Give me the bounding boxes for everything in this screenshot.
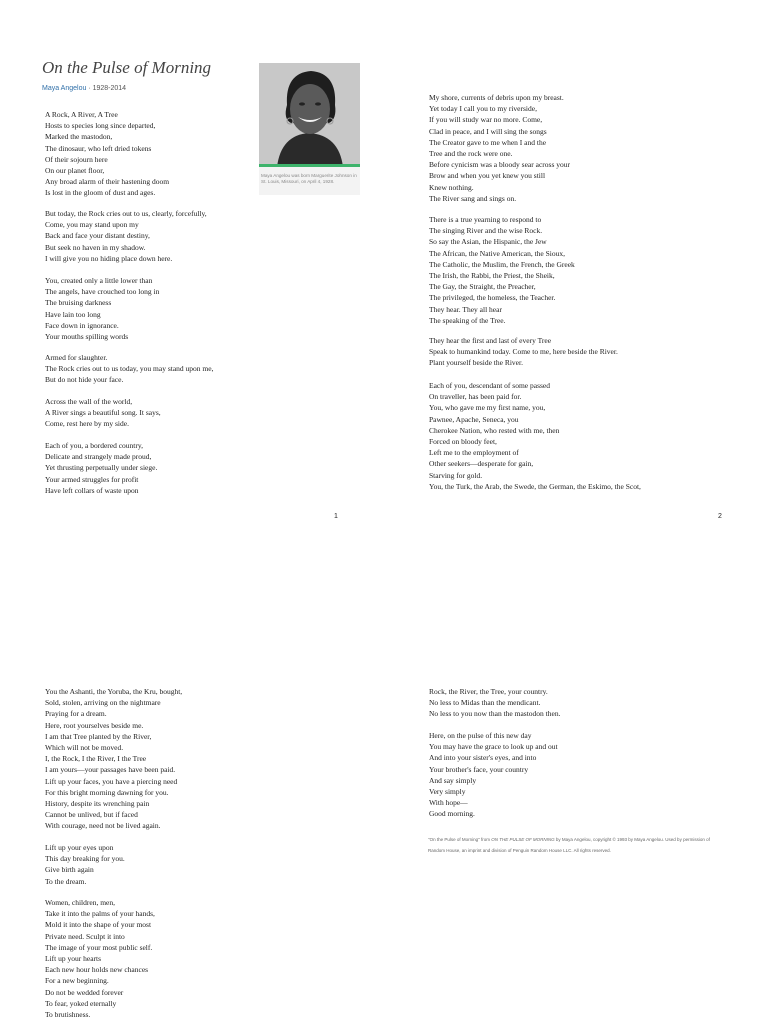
page2-stanza-2	[429, 214, 575, 326]
poem-line: Tree and the rock were one.	[429, 149, 513, 159]
page4-stanza-2	[429, 730, 558, 820]
poem-line: Across the wall of the world,	[45, 397, 133, 406]
poem-line: The bruising darkness	[45, 298, 112, 308]
poem-line: On our planet floor,	[45, 166, 105, 176]
poem-line: With courage, need not be lived again.	[45, 821, 161, 831]
poem-line: Your armed struggles for profit	[45, 474, 139, 484]
poem-line: But seek no haven in my shadow.	[45, 242, 146, 252]
poem-line: Pawnee, Apache, Seneca, you	[429, 414, 519, 424]
poem-line: The Gay, the Straight, the Preacher,	[429, 282, 536, 292]
poem-line: Delicate and strangely made proud,	[45, 452, 152, 462]
poem-line: Left me to the employment of	[429, 448, 519, 458]
poem-line: No less to you now than the mastodon then.	[429, 709, 561, 719]
poem-line: There is a true yearning to respond to	[429, 215, 542, 224]
poem-line: The privileged, the homeless, the Teacher.	[429, 293, 556, 303]
poem-line: Speak to humankind today. Come to me, here beside the River.	[429, 347, 618, 357]
poem-line: The dinosaur, who left dried tokens	[45, 143, 152, 153]
poem-line: Take it into the palms of your hands,	[45, 909, 155, 919]
poem-line: Very simply	[429, 787, 466, 797]
poem-line: Hosts to species long since departed,	[45, 121, 156, 131]
page1-stanza-3	[45, 275, 159, 342]
poem-line: The angels, have crouched too long in	[45, 287, 160, 297]
poem-line: I am that Tree planted by the River,	[45, 731, 152, 741]
author-photo-figure	[259, 63, 360, 195]
page-number-2: 2	[718, 513, 722, 520]
author-link[interactable]: Maya Angelou	[42, 85, 87, 92]
poem-line: Have left collars of waste upon	[45, 485, 139, 495]
poem-line: Cherokee Nation, who rested with me, then	[429, 425, 560, 435]
poem-line: They hear the first and last of every Tree	[429, 336, 552, 345]
poem-line: With hope—	[429, 798, 468, 808]
poem-line: Other seekers—desperate for gain,	[429, 459, 534, 469]
page1-stanza-6	[45, 440, 157, 496]
poem-title: On the Pulse of Morning	[42, 58, 212, 77]
page3-stanza-2	[45, 842, 125, 887]
page2-stanza-1	[429, 92, 570, 204]
poem-line: And into your sister's eyes, and into	[429, 753, 537, 763]
page3-stanza-1	[45, 686, 182, 832]
poem-line: The Creator gave to me when I and the	[429, 137, 547, 147]
poem-line: Women, children, men,	[45, 898, 116, 907]
poem-line: The image of your most public self.	[45, 942, 153, 952]
poem-line: The African, the Native American, the Sioux,	[429, 248, 565, 258]
poem-line: Before cynicism was a bloody sear across your	[429, 160, 570, 170]
poem-line: Yet today I call you to my riverside,	[429, 104, 537, 114]
poem-line: You, created only a little lower than	[45, 276, 153, 285]
poem-line: The Irish, the Rabbi, the Priest, the Sheik,	[429, 271, 555, 281]
poem-line: Each of you, a bordered country,	[45, 441, 144, 450]
page1-stanza-4	[45, 352, 213, 386]
poem-line: Your brother's face, your country	[429, 764, 529, 774]
poem-line: Forced on bloody feet,	[429, 437, 497, 447]
page1-stanza-5	[45, 396, 161, 430]
poem-line: On traveller, has been paid for.	[429, 392, 522, 402]
poem-line: But today, the Rock cries out to us, clearly, forcefully,	[45, 209, 207, 218]
poem-line: Give birth again	[45, 865, 94, 875]
poem-line: Back and face your distant destiny,	[45, 231, 150, 241]
poem-line: Plant yourself beside the River.	[429, 358, 523, 368]
poem-line: A Rock, A River, A Tree	[45, 110, 118, 119]
poem-line: Cannot be unlived, but if faced	[45, 810, 138, 820]
poem-line: You the Ashanti, the Yoruba, the Kru, bought,	[45, 687, 183, 696]
poem-line: Is lost in the gloom of dust and ages.	[45, 188, 156, 198]
poem-line: Sold, stolen, arriving on the nightmare	[45, 698, 161, 708]
page2-stanza-4	[429, 380, 641, 492]
photo-caption: Maya Angelou was born Marguerite Johnson in St. Louis, Missouri, on April 4, 1928.	[261, 173, 357, 184]
poem-line: Come, rest here by my side.	[45, 419, 129, 429]
poem-line: Which will not be moved.	[45, 743, 124, 753]
poem-line: Any broad alarm of their hastening doom	[45, 177, 170, 187]
poem-line: So say the Asian, the Hispanic, the Jew	[429, 237, 547, 247]
page-number-1: 1	[334, 513, 338, 520]
poem-line: No less to Midas than the mendicant.	[429, 698, 541, 708]
page4-stanza-1	[429, 686, 560, 720]
poem-line: Do not be wedded forever	[45, 987, 124, 997]
poem-line: The River sang and sings on.	[429, 193, 517, 203]
poem-line: To the dream.	[45, 876, 87, 886]
poem-line: The singing River and the wise Rock.	[429, 226, 543, 236]
poem-line: Good morning.	[429, 809, 475, 819]
page1-stanza-2	[45, 208, 207, 264]
page1-stanza-1	[45, 109, 169, 199]
poem-line: For this bright morning dawning for you.	[45, 787, 169, 797]
credit-book-title: ON THE PULSE OF MORNING	[491, 837, 555, 842]
poem-line: For a new beginning.	[45, 976, 109, 986]
poem-line: A River sings a beautiful song. It says,	[45, 408, 161, 418]
poem-line: Here, on the pulse of this new day	[429, 731, 532, 740]
author-dates: · 1928-2014	[88, 85, 127, 92]
poem-line: Lift up your hearts	[45, 954, 102, 964]
poem-line: Knew nothing.	[429, 182, 474, 192]
poem-line: This day breaking for you.	[45, 854, 125, 864]
page3-stanza-3	[45, 897, 155, 1020]
poem-line: Your mouths spilling words	[45, 332, 129, 342]
credit-suffix: by Maya Angelou, copyright © 1993 by Maya Angelou. Used by permission of Random House, an imprint and division of Penguin Random House LLC. All rights reserved.	[428, 837, 710, 853]
poem-line: Mold it into the shape of your most	[45, 920, 152, 930]
byline	[42, 85, 126, 92]
poem-line: Private need. Sculpt it into	[45, 931, 125, 941]
photo-accent-bar	[259, 164, 360, 167]
poem-line: I will give you no hiding place down here.	[45, 253, 173, 263]
poem-line: Armed for slaughter.	[45, 353, 108, 362]
poem-line: Have lain too long	[45, 309, 101, 319]
poem-line: The speaking of the Tree.	[429, 315, 506, 325]
poem-line: My shore, currents of debris upon my breast.	[429, 93, 564, 102]
credit-prefix: "On the Pulse of Morning" from	[428, 837, 492, 842]
poem-line: And say simply	[429, 775, 477, 785]
poem-line: They hear. They all hear	[429, 304, 502, 314]
poem-line: Come, you may stand upon my	[45, 220, 139, 230]
poem-line: Praying for a dream.	[45, 709, 107, 719]
poem-line: History, despite its wrenching pain	[45, 799, 150, 809]
author-portrait-image	[259, 63, 360, 167]
poem-line: Here, root yourselves beside me.	[45, 720, 144, 730]
poem-line: To brutishness.	[45, 1010, 91, 1020]
poem-line: I am yours—your passages have been paid.	[45, 765, 176, 775]
poem-line: The Rock cries out to us today, you may stand upon me,	[45, 364, 214, 374]
poem-line: Lift up your eyes upon	[45, 843, 114, 852]
poem-line: I, the Rock, I the River, I the Tree	[45, 754, 147, 764]
poem-line: Yet thrusting perpetually under siege.	[45, 463, 158, 473]
poem-line: Clad in peace, and I will sing the songs	[429, 126, 547, 136]
poem-line: Brow and when you yet knew you still	[429, 171, 546, 181]
poem-line: If you will study war no more. Come,	[429, 115, 543, 125]
poem-line: You, who gave me my first name, you,	[429, 403, 546, 413]
poem-line: Starving for gold.	[429, 470, 483, 480]
poem-line: You, the Turk, the Arab, the Swede, the German, the Eskimo, the Scot,	[429, 481, 641, 491]
poem-line: Marked the mastodon,	[45, 132, 113, 142]
poem-line: To fear, yoked eternally	[45, 998, 117, 1008]
poem-line: Rock, the River, the Tree, your country.	[429, 687, 548, 696]
poem-line: You may have the grace to look up and out	[429, 742, 558, 752]
poem-line: Face down in ignorance.	[45, 320, 119, 330]
poem-line: Of their sojourn here	[45, 154, 108, 164]
poem-line: Each of you, descendant of some passed	[429, 381, 551, 390]
poem-line: Each new hour holds new chances	[45, 965, 149, 975]
copyright-credit	[428, 834, 728, 856]
poem-line: The Catholic, the Muslim, the French, the Greek	[429, 259, 575, 269]
poem-line: Lift up your faces, you have a piercing need	[45, 776, 178, 786]
poem-line: But do not hide your face.	[45, 375, 124, 385]
page2-stanza-3	[429, 335, 618, 369]
